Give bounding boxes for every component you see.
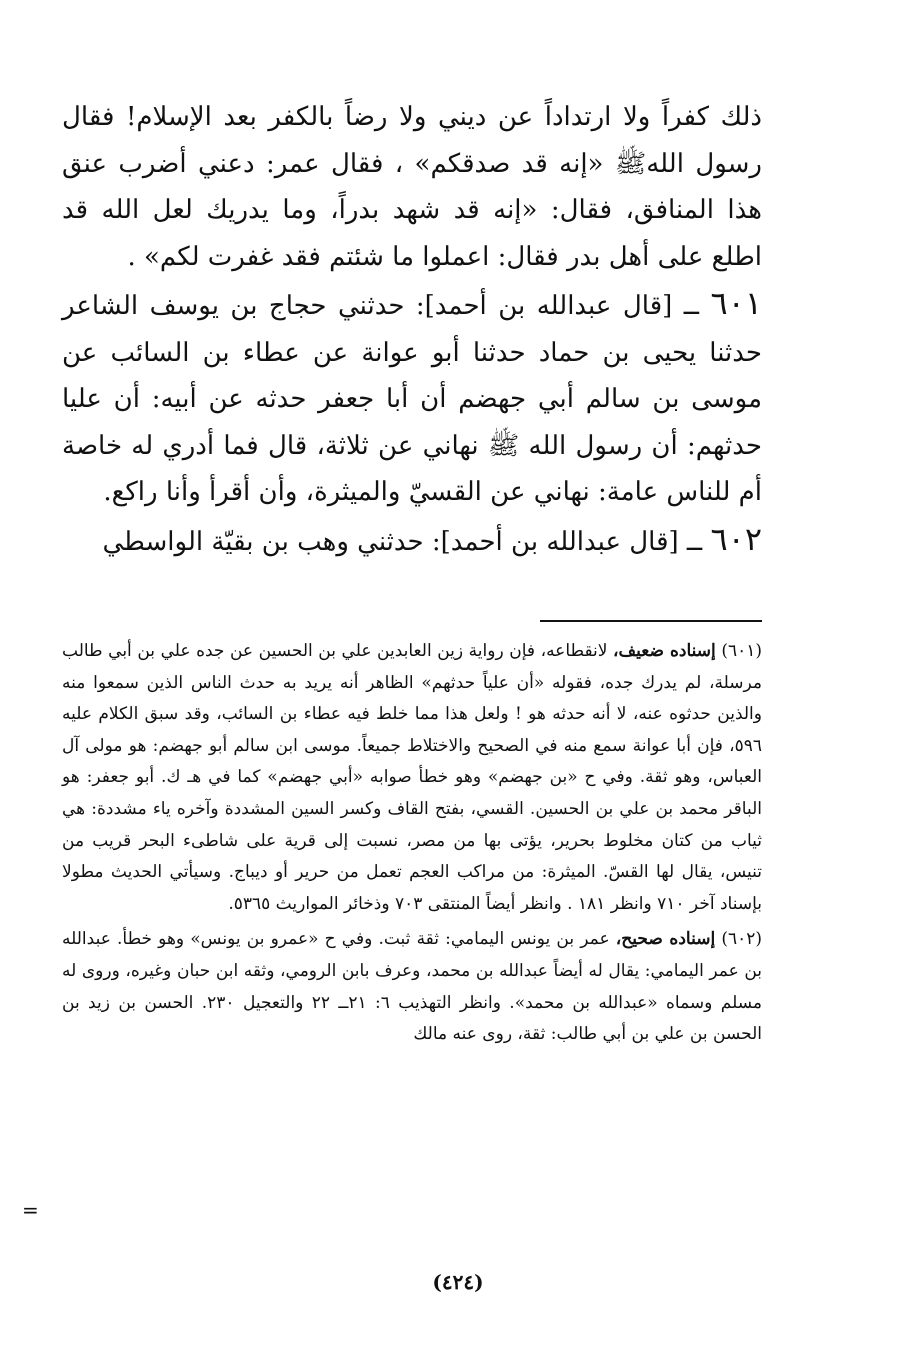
footnotes-block [62,636,762,1051]
continuation-mark: = [22,1198,39,1222]
hadith-number: ٦٠٢ [710,519,762,558]
main-text-block [62,94,762,565]
footnote-text: عمر بن يونس اليمامي: ثقة ثبت. وفي ح «عمرو بن يونس» وهو خطأ. عبدالله بن عمر اليمامي: يقال له أيضاً عبدالله بن محمد، وعرف بابن الرومي، وثقه ابن حبان وغيره، وروى له مسلم وسماه «عبدالله بن محمد». وانظر التهذيب ٦: ٢١ــ ٢٢ والتعجيل ٢٣٠. الحسن بن زيد بن الحسن بن علي بن أبي طالب: ثقة، روى عنه مالك [62,929,762,1045]
footnote-601 [62,636,762,920]
hadith-number: ٦٠١ [710,284,762,322]
footnote-ref: (٦٠٢) [721,929,763,950]
hadith-text: ــ [قال عبدالله بن أحمد]: حدثني وهب بن بقيّة الواسطي [102,526,711,557]
paragraph-continuation [62,94,762,280]
page-number: (٤٢٤) [432,1270,484,1294]
footnote-verdict: إسناده صحيح، [615,929,716,950]
hadith-601 [62,280,762,516]
hadith-text: ــ [قال عبدالله بن أحمد]: حدثني حجاج بن يوسف الشاعر حدثنا يحيى بن حماد حدثنا أبو عوانة عن عطاء بن السائب عن موسى بن سالم أبي جهضم أن أبا جعفر حدثه عن أبيه: أن عليا حدثهم: أن رسول الله ﷺ نهاني عن ثلاثة، قال فما أدري له خاصة أم للناس عامة: نهاني عن القسيّ والميثرة، وأن أقرأ وأنا راكع. [62,291,762,507]
footnote-602 [62,924,762,1050]
hadith-602 [62,516,762,566]
footnote-separator [540,620,762,622]
paragraph-text: ذلك كفراً ولا ارتداداً عن ديني ولا رضاً بالكفر بعد الإسلام! فقال رسول اللهﷺ «إنه قد صدقكم» ، فقال عمر: دعني أضرب عنق هذا المنافق، فقال: «إنه قد شهد بدراً، وما يدريك لعل الله قد اطلع على أهل بدر فقال: اعملوا ما شئتم فقد غفرت لكم» . [62,102,762,272]
footnote-text: لانقطاعه، فإن رواية زين العابدين علي بن الحسين عن جده علي بن أبي طالب مرسلة، لم يدرك جده، فقوله «أن علياً حدثهم» الظاهر أنه يريد به حدث الناس الذين سمعوا منه والذين حدثوه عنه، لا أنه حدثه هو ! ولعل هذا مما خلط فيه عطاء بن السائب، وقد سبق الكلام عليه ٥٩٦، فإن أبا عوانة سمع منه في الصحيح والاختلاط جميعاً. موسى ابن سالم أبو جهضم: هو مولى آل العباس، وهو ثقة. وفي ح «بن جهضم» وهو خطأ صوابه «أبي جهضم» كما في هـ ك. أبو جعفر: هو الباقر محمد بن علي بن الحسين. القسي، بفتح القاف وكسر السين المشددة وآخره ياء مشددة: هي ثياب من كتان مخلوط بحرير، يؤتى بها من مصر، نسبت إلى قرية على شاطىء البحر قريب من تنيس، يقال لها القسّ. الميثرة: من مراكب العجم تعمل من حرير أو ديباج. وسيأتي الحديث مطولا بإسناد آخر ٧١٠ وانظر ١٨١ . وانظر أيضاً المنتقى ٧٠٣ وذخائر المواريث ٥٣٦٥. [62,641,762,914]
footnote-ref: (٦٠١) [721,641,762,661]
footnote-verdict: إسناده ضعيف، [613,641,716,661]
